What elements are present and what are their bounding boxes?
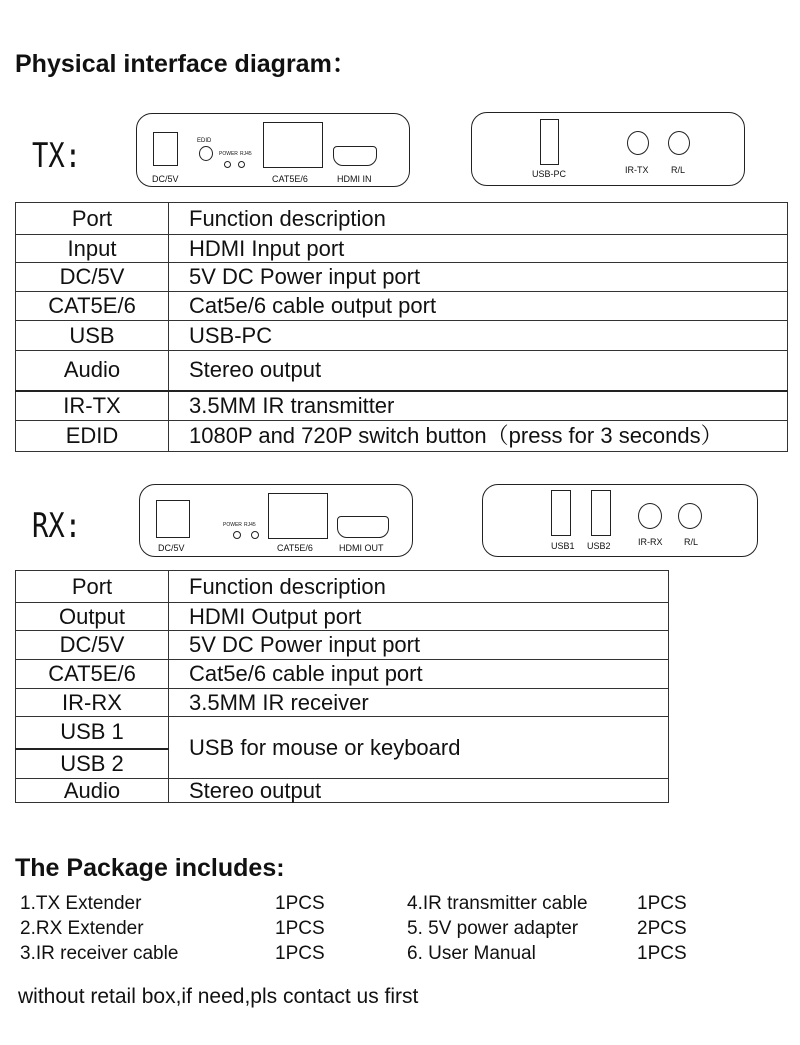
function-cell: HDMI Output port — [169, 603, 669, 631]
cat-label: CAT5E/6 — [272, 174, 308, 184]
table-row — [16, 717, 669, 749]
package-qty: 1PCS — [637, 893, 687, 914]
package-qty: 1PCS — [275, 893, 325, 914]
table-row — [16, 631, 669, 660]
package-item: 3.IR receiver cable — [20, 943, 179, 964]
table-row — [16, 351, 788, 391]
tx-label: TX: — [32, 136, 82, 176]
port-cell: CAT5E/6 — [16, 660, 169, 689]
rx-front-panel — [139, 484, 413, 557]
port-cell: IR-TX — [16, 391, 169, 421]
table-row — [16, 321, 788, 351]
table-row — [16, 603, 669, 631]
function-cell: HDMI Input port — [169, 235, 788, 263]
rj45-led-icon — [238, 161, 245, 168]
table-row — [16, 391, 788, 421]
table-row — [16, 779, 669, 803]
function-cell: 5V DC Power input port — [169, 263, 788, 292]
function-cell: 1080P and 720P switch button（press for 3 seconds） — [169, 421, 788, 452]
port-cell: USB 2 — [16, 749, 169, 779]
usb-port-icon — [540, 119, 559, 165]
ir-jack-icon — [627, 131, 649, 155]
usb2-port-icon — [591, 490, 611, 536]
rj45-led-icon — [251, 531, 259, 539]
table-row — [16, 263, 788, 292]
edid-button-icon — [199, 146, 213, 161]
table-header — [16, 203, 788, 235]
rl-jack-icon — [668, 131, 690, 155]
package-item: 2.RX Extender — [20, 918, 144, 939]
usb-label: USB-PC — [532, 169, 567, 179]
function-cell: Stereo output — [169, 779, 669, 803]
package-item: 6. User Manual — [407, 943, 536, 964]
package-note: without retail box,if need,pls contact us first — [18, 985, 419, 1008]
usb1-label: USB1 — [551, 541, 575, 551]
table-row — [16, 689, 669, 717]
port-cell: Audio — [16, 351, 169, 391]
edid-label: EDID — [197, 138, 212, 144]
function-cell: Cat5e/6 cable output port — [169, 292, 788, 321]
rl-label: R/L — [671, 165, 686, 175]
rx-port-table — [15, 570, 669, 803]
package-item: 5. 5V power adapter — [407, 918, 579, 939]
rj45-label: RJ45 — [240, 151, 252, 157]
power-led-icon — [224, 161, 231, 168]
table-row — [16, 660, 669, 689]
table-row — [16, 292, 788, 321]
table-header — [16, 571, 669, 603]
port-cell: IR-RX — [16, 689, 169, 717]
header-function: Function description — [169, 571, 669, 603]
table-row — [16, 235, 788, 263]
dc-label: DC/5V — [158, 543, 185, 553]
rx-back-panel — [482, 484, 758, 557]
ir-label: IR-TX — [625, 165, 649, 175]
function-cell: USB-PC — [169, 321, 788, 351]
port-cell: EDID — [16, 421, 169, 452]
header-function: Function description — [169, 203, 788, 235]
package-qty: 2PCS — [637, 918, 687, 939]
function-cell: Cat5e/6 cable input port — [169, 660, 669, 689]
port-cell: DC/5V — [16, 631, 169, 660]
rj45-label: RJ45 — [244, 522, 256, 528]
package-qty: 1PCS — [275, 918, 325, 939]
ir-jack-icon — [638, 503, 662, 529]
port-cell: Output — [16, 603, 169, 631]
tx-back-panel — [471, 112, 745, 186]
rl-label: R/L — [684, 537, 699, 547]
package-item: 4.IR transmitter cable — [407, 893, 588, 914]
function-cell: 5V DC Power input port — [169, 631, 669, 660]
package-qty: 1PCS — [637, 943, 687, 964]
function-cell: 3.5MM IR transmitter — [169, 391, 788, 421]
power-led-icon — [233, 531, 241, 539]
function-cell: Stereo output — [169, 351, 788, 391]
hdmi-label: HDMI OUT — [339, 543, 384, 553]
port-cell: USB — [16, 321, 169, 351]
port-cell: Input — [16, 235, 169, 263]
package-item: 1.TX Extender — [20, 893, 142, 914]
function-cell: 3.5MM IR receiver — [169, 689, 669, 717]
port-cell: CAT5E/6 — [16, 292, 169, 321]
port-cell: Audio — [16, 779, 169, 803]
package-title: The Package includes: — [15, 854, 285, 882]
table-row — [16, 421, 788, 452]
usb2-label: USB2 — [587, 541, 611, 551]
power-label: POWER — [223, 522, 242, 528]
dc-label: DC/5V — [152, 174, 179, 184]
header-port: Port — [16, 203, 169, 235]
hdmi-port-icon — [333, 146, 377, 166]
cat-port-icon — [263, 122, 323, 168]
cat-label: CAT5E/6 — [277, 543, 313, 553]
dc-port-icon — [156, 500, 190, 538]
port-cell: USB 1 — [16, 717, 169, 749]
ir-label: IR-RX — [638, 537, 663, 547]
page-title: Physical interface diagram： — [15, 50, 357, 78]
hdmi-port-icon — [337, 516, 389, 538]
dc-port-icon — [153, 132, 178, 166]
rl-jack-icon — [678, 503, 702, 529]
power-label: POWER — [219, 151, 238, 157]
rx-label: RX: — [32, 506, 82, 546]
port-cell: DC/5V — [16, 263, 169, 292]
tx-front-panel — [136, 113, 410, 187]
package-qty: 1PCS — [275, 943, 325, 964]
header-port: Port — [16, 571, 169, 603]
usb1-port-icon — [551, 490, 571, 536]
cat-port-icon — [268, 493, 328, 539]
tx-port-table — [15, 202, 788, 452]
hdmi-label: HDMI IN — [337, 174, 372, 184]
function-cell: USB for mouse or keyboard — [169, 717, 669, 779]
